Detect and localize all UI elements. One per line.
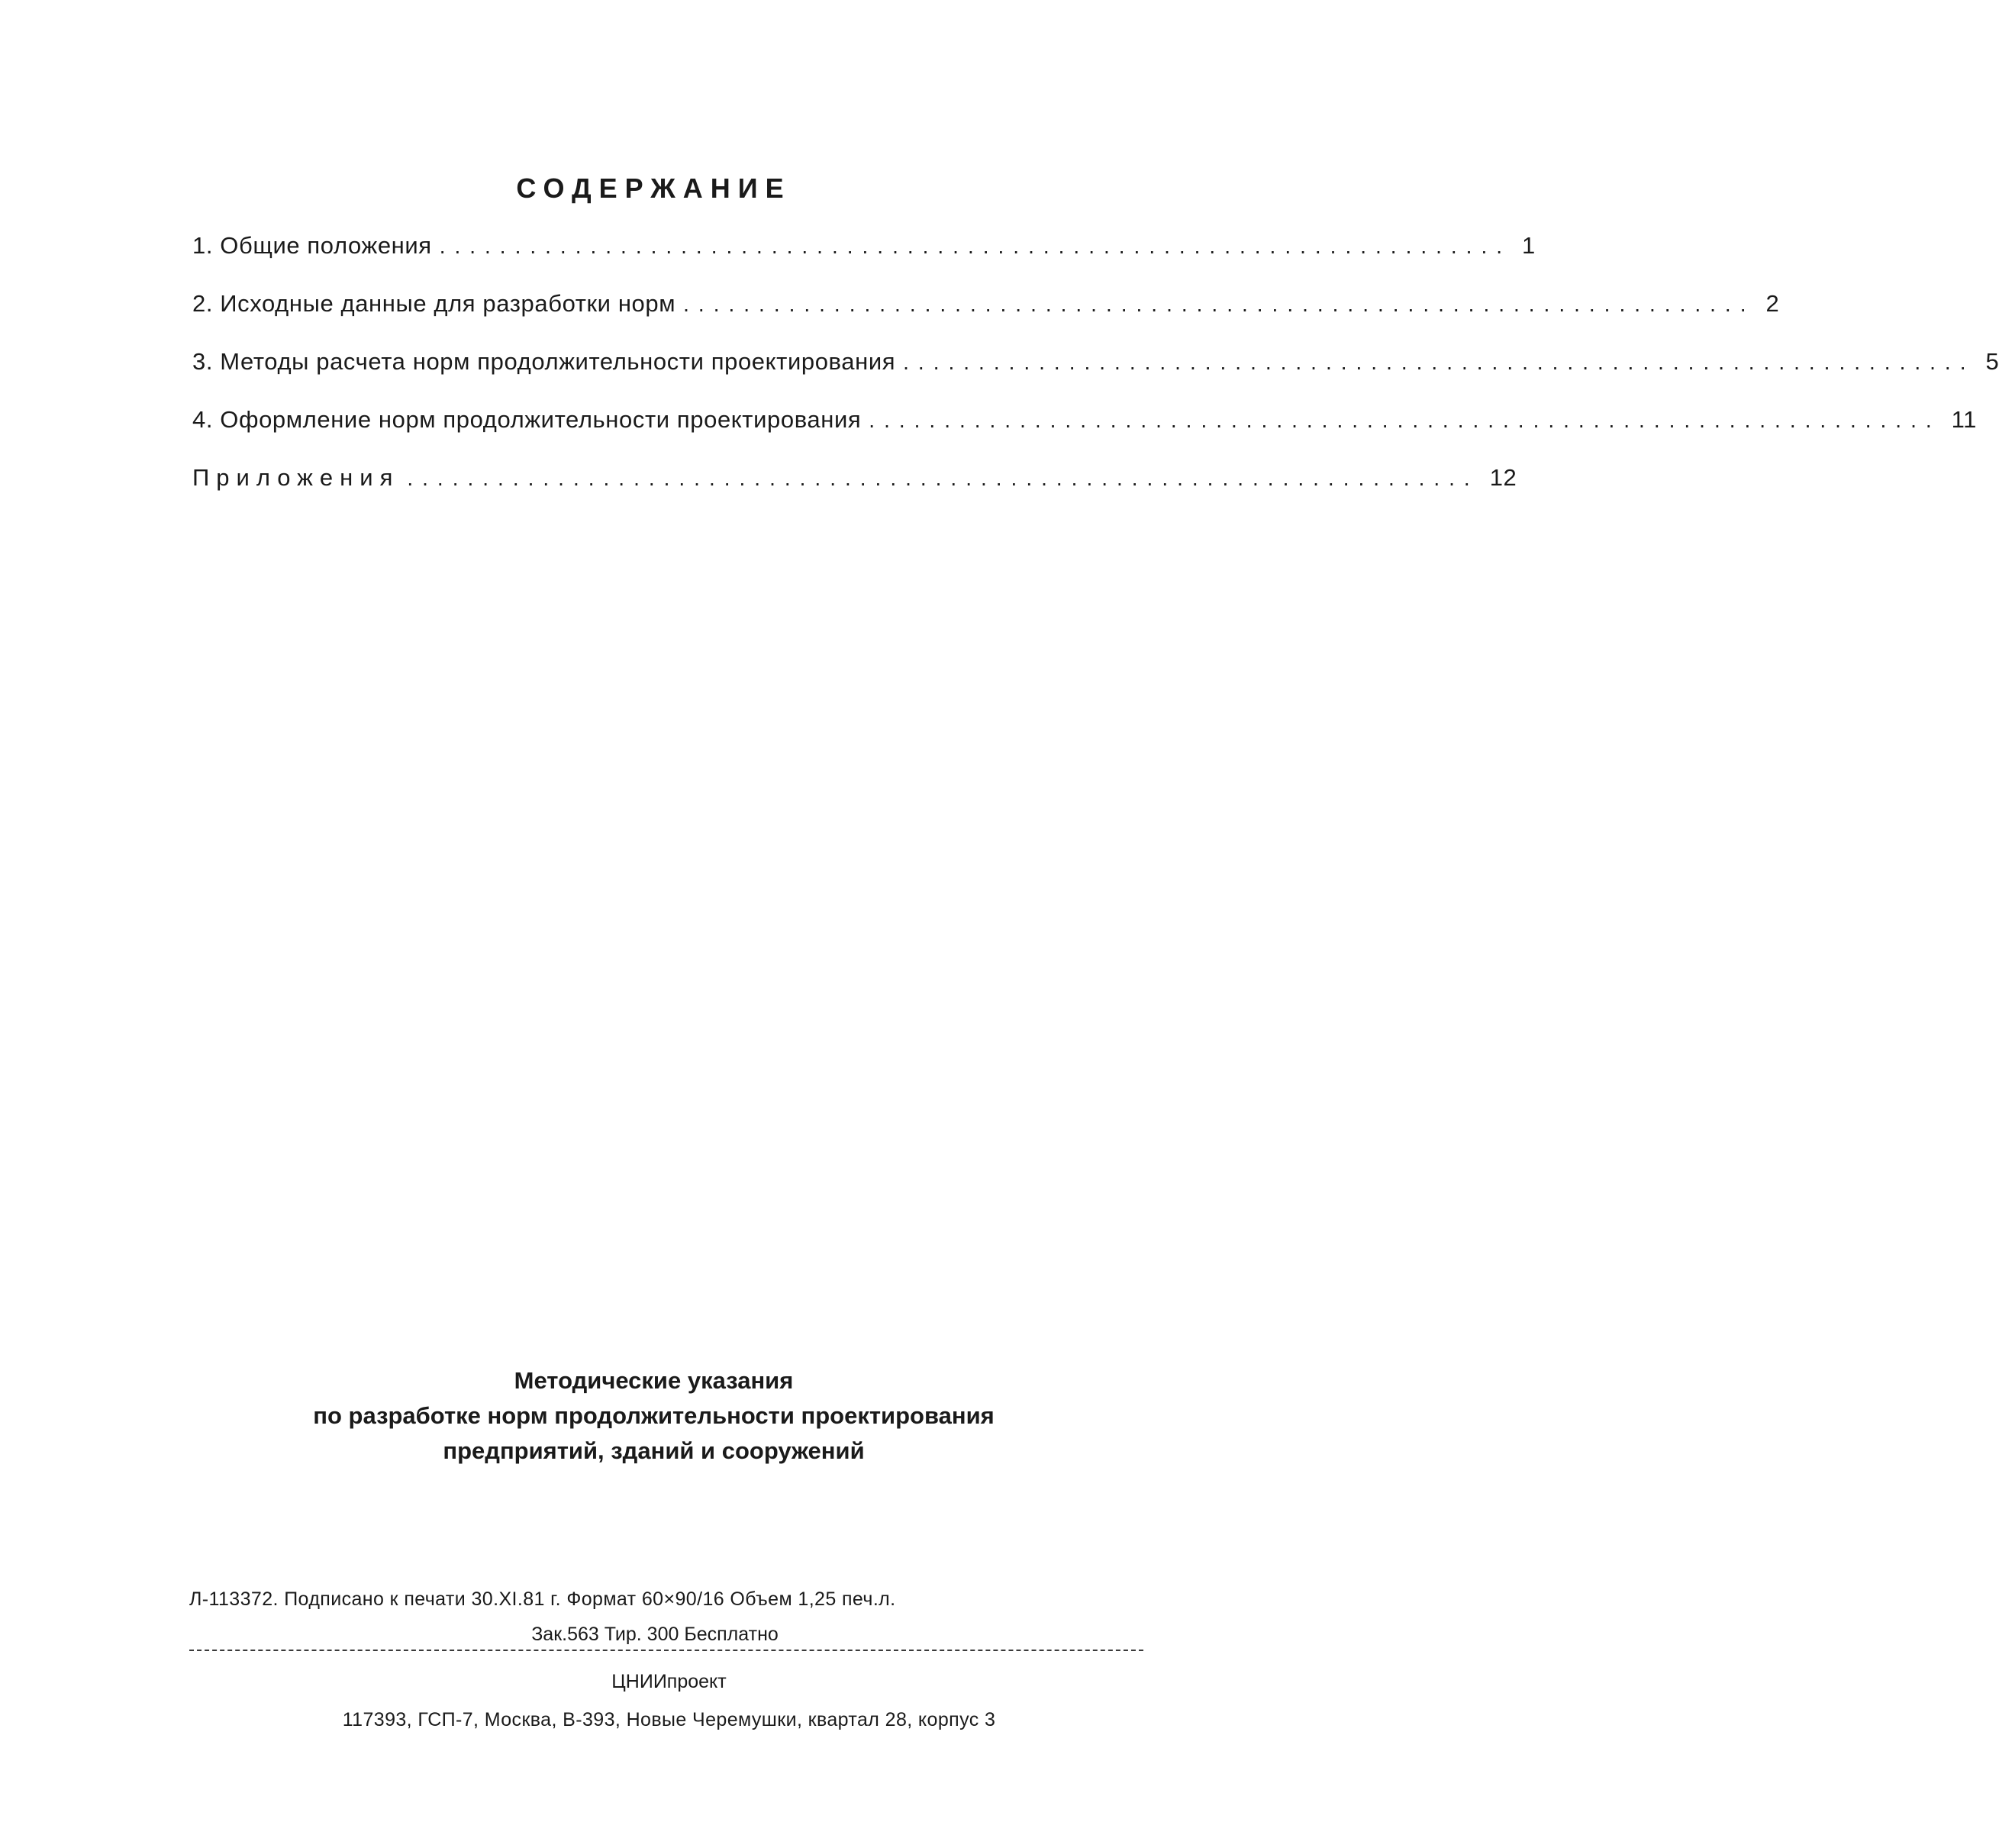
toc-title: СОДЕРЖАНИЕ [516, 173, 792, 204]
toc-entry-label: 2. Исходные данные для разработки норм [192, 290, 676, 317]
toc-entry[interactable] [192, 348, 1999, 406]
divider [189, 1650, 1143, 1651]
toc-entry-label: Приложения [192, 464, 400, 491]
dot-leader: ....................................................................... [903, 350, 1975, 374]
toc-entry-page: 5 [1985, 348, 1999, 375]
dot-leader: ....................................................................... [683, 292, 1756, 316]
imprint-title-line: Методические указания [514, 1367, 794, 1394]
dot-leader: ....................................................................... [407, 466, 1479, 490]
order-details: Зак.563 Тир. 300 Бесплатно [531, 1624, 779, 1645]
toc-entry[interactable] [192, 406, 1978, 464]
toc-entry-label: 1. Общие положения [192, 232, 432, 259]
toc-entry-page: 2 [1765, 290, 1780, 317]
toc-entry-label: 4. Оформление норм продолжительности проектирования [192, 406, 862, 433]
publisher-address: 117393, ГСП-7, Москва, В-393, Новые Черемушки, квартал 28, корпус 3 [342, 1709, 996, 1730]
toc-entry-label: 3. Методы расчета норм продолжительности проектирования [192, 348, 896, 375]
publisher-name: ЦНИИпроект [611, 1671, 727, 1692]
toc-entry-page: 1 [1522, 232, 1536, 259]
imprint-title-line: предприятий, зданий и сооружений [443, 1437, 865, 1464]
toc-entry[interactable] [192, 464, 1517, 522]
toc-entry-page: 11 [1951, 406, 1978, 433]
toc-entry[interactable] [192, 290, 1780, 348]
toc-entry[interactable] [192, 232, 1536, 290]
imprint-title [0, 1363, 1307, 1469]
toc-entry-page: 12 [1489, 464, 1517, 491]
dot-leader: ....................................................................... [869, 408, 1941, 432]
publisher-block [0, 1663, 1307, 1739]
dot-leader: ....................................................................... [439, 234, 1512, 258]
imprint-title-line: по разработке норм продолжительности проектирования [313, 1402, 995, 1429]
table-of-contents [192, 232, 1999, 522]
print-details: Л-113372. Подписано к печати 30.XI.81 г. Формат 60×90/16 Объем 1,25 печ.л. [189, 1588, 896, 1610]
print-info [189, 1582, 1143, 1652]
